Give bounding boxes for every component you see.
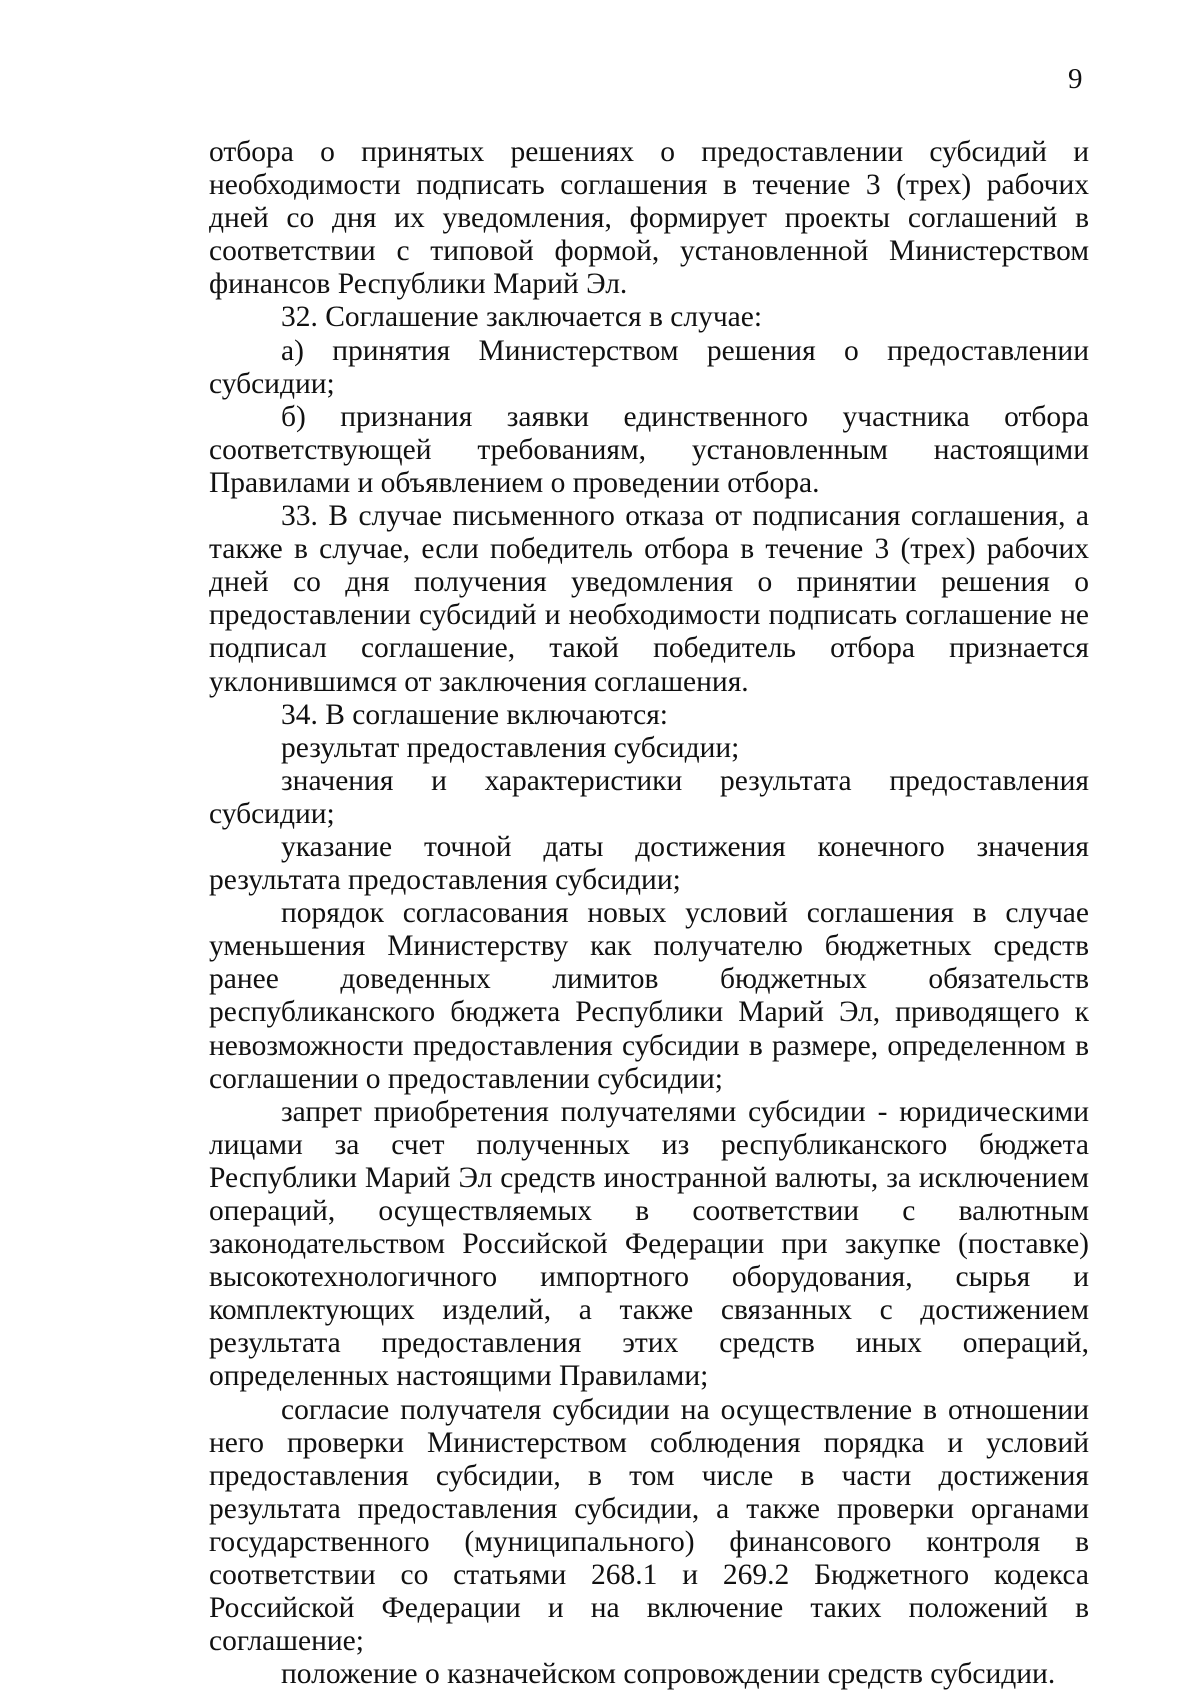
paragraph-item-32-a: а) принятия Министерством решения о предоставлении субсидии; (209, 334, 1089, 400)
paragraph-continuation: отбора о принятых решениях о предоставлении субсидий и необходимости подписать соглашения в течение 3 (трех) рабочих дней со дня их уведомления, формирует проекты соглашений в соответствии с типовой формой, установленной Министерством финансов Республики Марий Эл. (209, 136, 1089, 301)
paragraph-inspection-consent: согласие получателя субсидии на осуществление в отношении него проверки Министерством соблюдения порядка и условий предоставления субсидии, в том числе в части достижения результата предоставления субсидии, а также проверки органами государственного (муниципального) финансового контроля в соответствии со статьями 268.1 и 269.2 Бюджетного кодекса Российской Федерации и на включение таких положений в соглашение; (209, 1393, 1089, 1658)
paragraph-result-values: значения и характеристики результата предоставления субсидии; (209, 764, 1089, 830)
paragraph-treasury-support: положение о казначейском сопровождении средств субсидии. (281, 1658, 1056, 1691)
paragraph-item-34: 34. В соглашение включаются: (281, 698, 669, 731)
paragraph-new-conditions: порядок согласования новых условий соглашения в случае уменьшения Министерству как получателю бюджетных средств ранее доведенных лимитов бюджетных обязательств республиканского бюджета Республики Марий Эл, приводящего к невозможности предоставления субсидии в размере, определенном в соглашении о предоставлении субсидии; (209, 897, 1089, 1095)
paragraph-subsidy-result: результат предоставления субсидии; (281, 731, 740, 764)
paragraph-result-date: указание точной даты достижения конечного значения результата предоставления субсидии; (209, 830, 1089, 897)
paragraph-currency-ban: запрет приобретения получателями субсидии - юридическими лицами за счет полученных из республиканского бюджета Республики Марий Эл средств иностранной валюты, за исключением операций, осуществляемых в соответствии с валютным законодательством Российской Федерации при закупке (поставке) высокотехнологичного импортного оборудования, сырья и комплектующих изделий, а также связанных с достижением результата предоставления этих средств иных операций, определенных настоящими Правилами; (209, 1095, 1089, 1393)
paragraph-item-33: 33. В случае письменного отказа от подписания соглашения, а также в случае, если победитель отбора в течение 3 (трех) рабочих дней со дня получения уведомления о принятии решения о предоставлении субсидий и необходимости подписать соглашение не подписал соглашение, такой победитель отбора признается уклонившимся от заключения соглашения. (209, 500, 1089, 698)
document-body (209, 136, 1089, 1691)
paragraph-item-32: 32. Соглашение заключается в случае: (281, 301, 763, 334)
page-number: 9 (1068, 63, 1083, 95)
paragraph-item-32-b: б) признания заявки единственного участника отбора соответствующей требованиям, установленным настоящими Правилами и объявлением о проведении отбора. (209, 400, 1089, 499)
